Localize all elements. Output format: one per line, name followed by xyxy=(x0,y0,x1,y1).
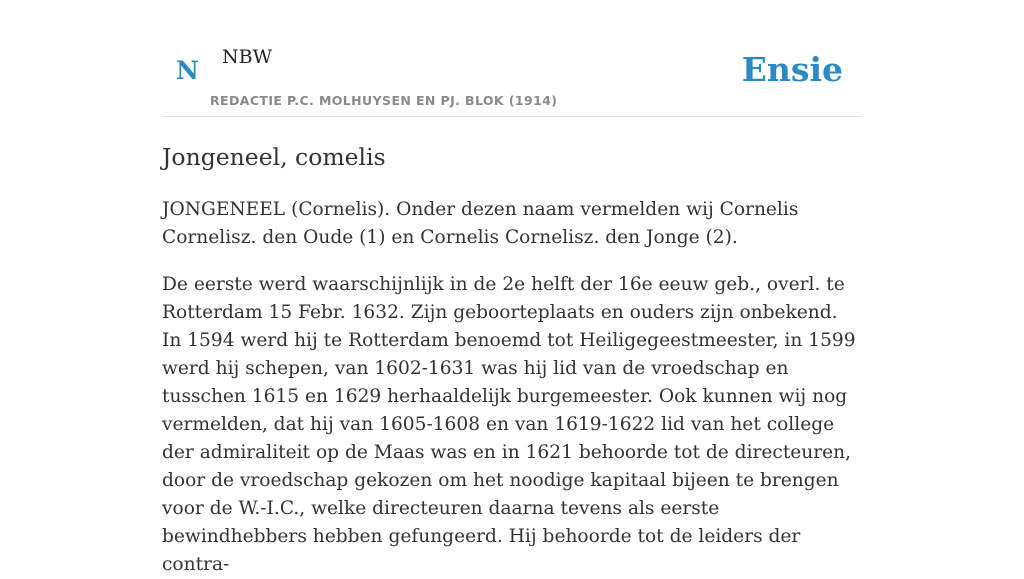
source-name[interactable]: NBW xyxy=(222,46,273,68)
site-header xyxy=(162,0,862,117)
article-title: Jongeneel, comelis xyxy=(162,143,386,171)
source-logo[interactable]: N xyxy=(176,56,199,85)
source-editors: REDACTIE P.C. MOLHUYSEN EN PJ. BLOK (1914) xyxy=(210,93,558,108)
article-paragraph: JONGENEEL (Cornelis). Onder dezen naam vermelden wij Cornelis Cornelisz. den Oude (1) en Cornelis Cornelisz. den Jonge (2). xyxy=(162,199,799,248)
brand-logo[interactable]: Ensie xyxy=(741,50,843,89)
article-paragraph: De eerste werd waarschijnlijk in de 2e helft der 16e eeuw geb., overl. te Rotterdam 15 Febr. 1632. Zijn geboorteplaats en ouders zijn onbekend. In 1594 werd hij te Rotterdam benoemd tot Heiligegeestmeester, in 1599 werd hij schepen, van 1602-1631 was hij lid van de vroedschap en tusschen 1615 en 1629 herhaaldelijk burgemeester. Ook kunnen wij nog vermelden, dat hij van 1605-1608 en van 1619-1622 lid van het college der admiraliteit op de Maas was en in 1621 behoorde tot de directeuren, door de vroedschap gekozen om het noodige kapitaal bijeen te brengen voor de W.-I.C., welke directeuren daarna tevens als eerste bewindhebbers hebben gefungeerd. Hij behoorde tot de leiders der contra- xyxy=(162,274,856,575)
page-container xyxy=(162,0,862,579)
